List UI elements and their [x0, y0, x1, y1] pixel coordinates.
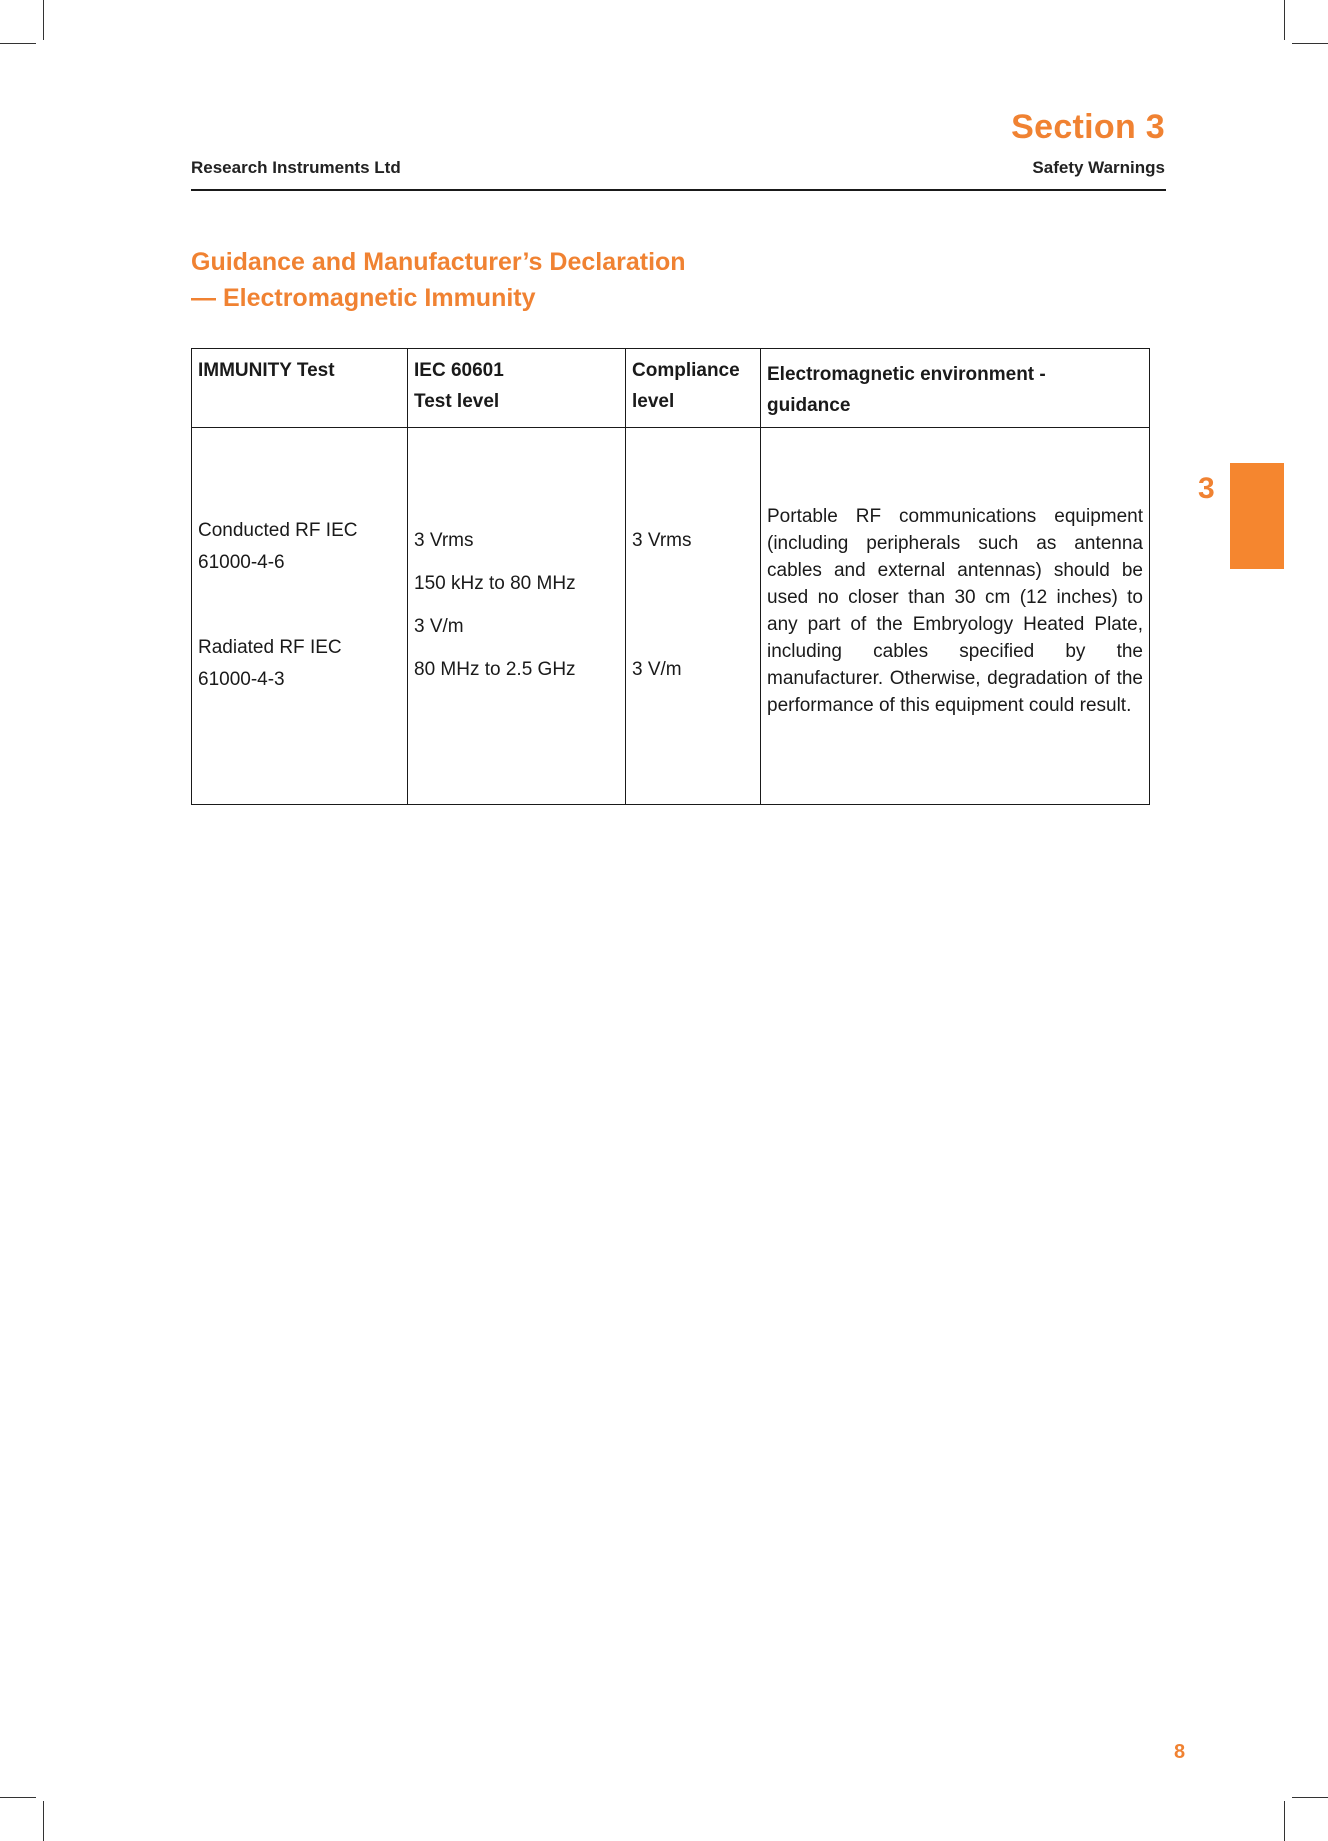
test-level-value: 150 kHz to 80 MHz — [414, 573, 576, 594]
crop-mark — [0, 43, 36, 44]
header-label: level — [632, 391, 675, 412]
document-title — [191, 244, 686, 316]
crop-mark — [1292, 1797, 1328, 1798]
test-name: 61000-4-6 — [198, 551, 285, 573]
header-compliance-level — [626, 349, 761, 428]
test-name: Conducted RF IEC — [198, 519, 358, 541]
cell-guidance — [761, 428, 1150, 805]
immunity-table — [191, 348, 1150, 805]
header-divider — [191, 189, 1166, 191]
section-subtitle: Safety Warnings — [1032, 158, 1165, 177]
cell-test-levels — [408, 428, 626, 805]
test-level-value: 3 V/m — [414, 616, 464, 637]
compliance-value: 3 Vrms — [632, 530, 692, 551]
test-name: Radiated RF IEC — [198, 636, 342, 658]
crop-mark — [43, 0, 44, 40]
compliance-value: 3 V/m — [632, 659, 682, 680]
crop-mark — [1284, 1801, 1285, 1841]
crop-mark — [1284, 0, 1285, 40]
title-line-2: — Electromagnetic Immunity — [191, 284, 536, 312]
header-label: IMMUNITY Test — [198, 360, 335, 381]
page-number: 8 — [1174, 1741, 1186, 1763]
header-environment-guidance — [761, 349, 1150, 428]
side-tab-marker — [1230, 463, 1284, 569]
header-label: IEC 60601 — [414, 360, 504, 381]
header-immunity-test — [192, 349, 408, 428]
header-test-level — [408, 349, 626, 428]
header-label: guidance — [767, 395, 851, 416]
test-level-value: 80 MHz to 2.5 GHz — [414, 659, 576, 680]
header-label: Compliance — [632, 360, 740, 381]
test-name: 61000-4-3 — [198, 668, 285, 690]
title-line-1: Guidance and Manufacturer’s Declaration — [191, 248, 686, 276]
guidance-text: Portable RF communications equipment (including peripherals such as antenna cables and external antennas) should be used no closer than 30 cm (12 inches) to any part of the Embryology Heated Plate, including cables specified by the manufacturer. Otherwise, degradation of the performance of this equipment could result. — [767, 506, 1143, 716]
side-tab-number: 3 — [1198, 472, 1215, 505]
cell-immunity-tests — [192, 428, 408, 805]
cell-compliance-levels — [626, 428, 761, 805]
crop-mark — [1292, 43, 1328, 44]
test-level-value: 3 Vrms — [414, 530, 474, 551]
company-name: Research Instruments Ltd — [191, 158, 401, 177]
table-row — [192, 428, 1150, 805]
crop-mark — [43, 1801, 44, 1841]
section-title: Section 3 — [1011, 108, 1165, 146]
header-label: Electromagnetic environment - — [767, 364, 1046, 385]
crop-mark — [0, 1797, 36, 1798]
table-header-row — [192, 349, 1150, 428]
header-label: Test level — [414, 391, 500, 412]
